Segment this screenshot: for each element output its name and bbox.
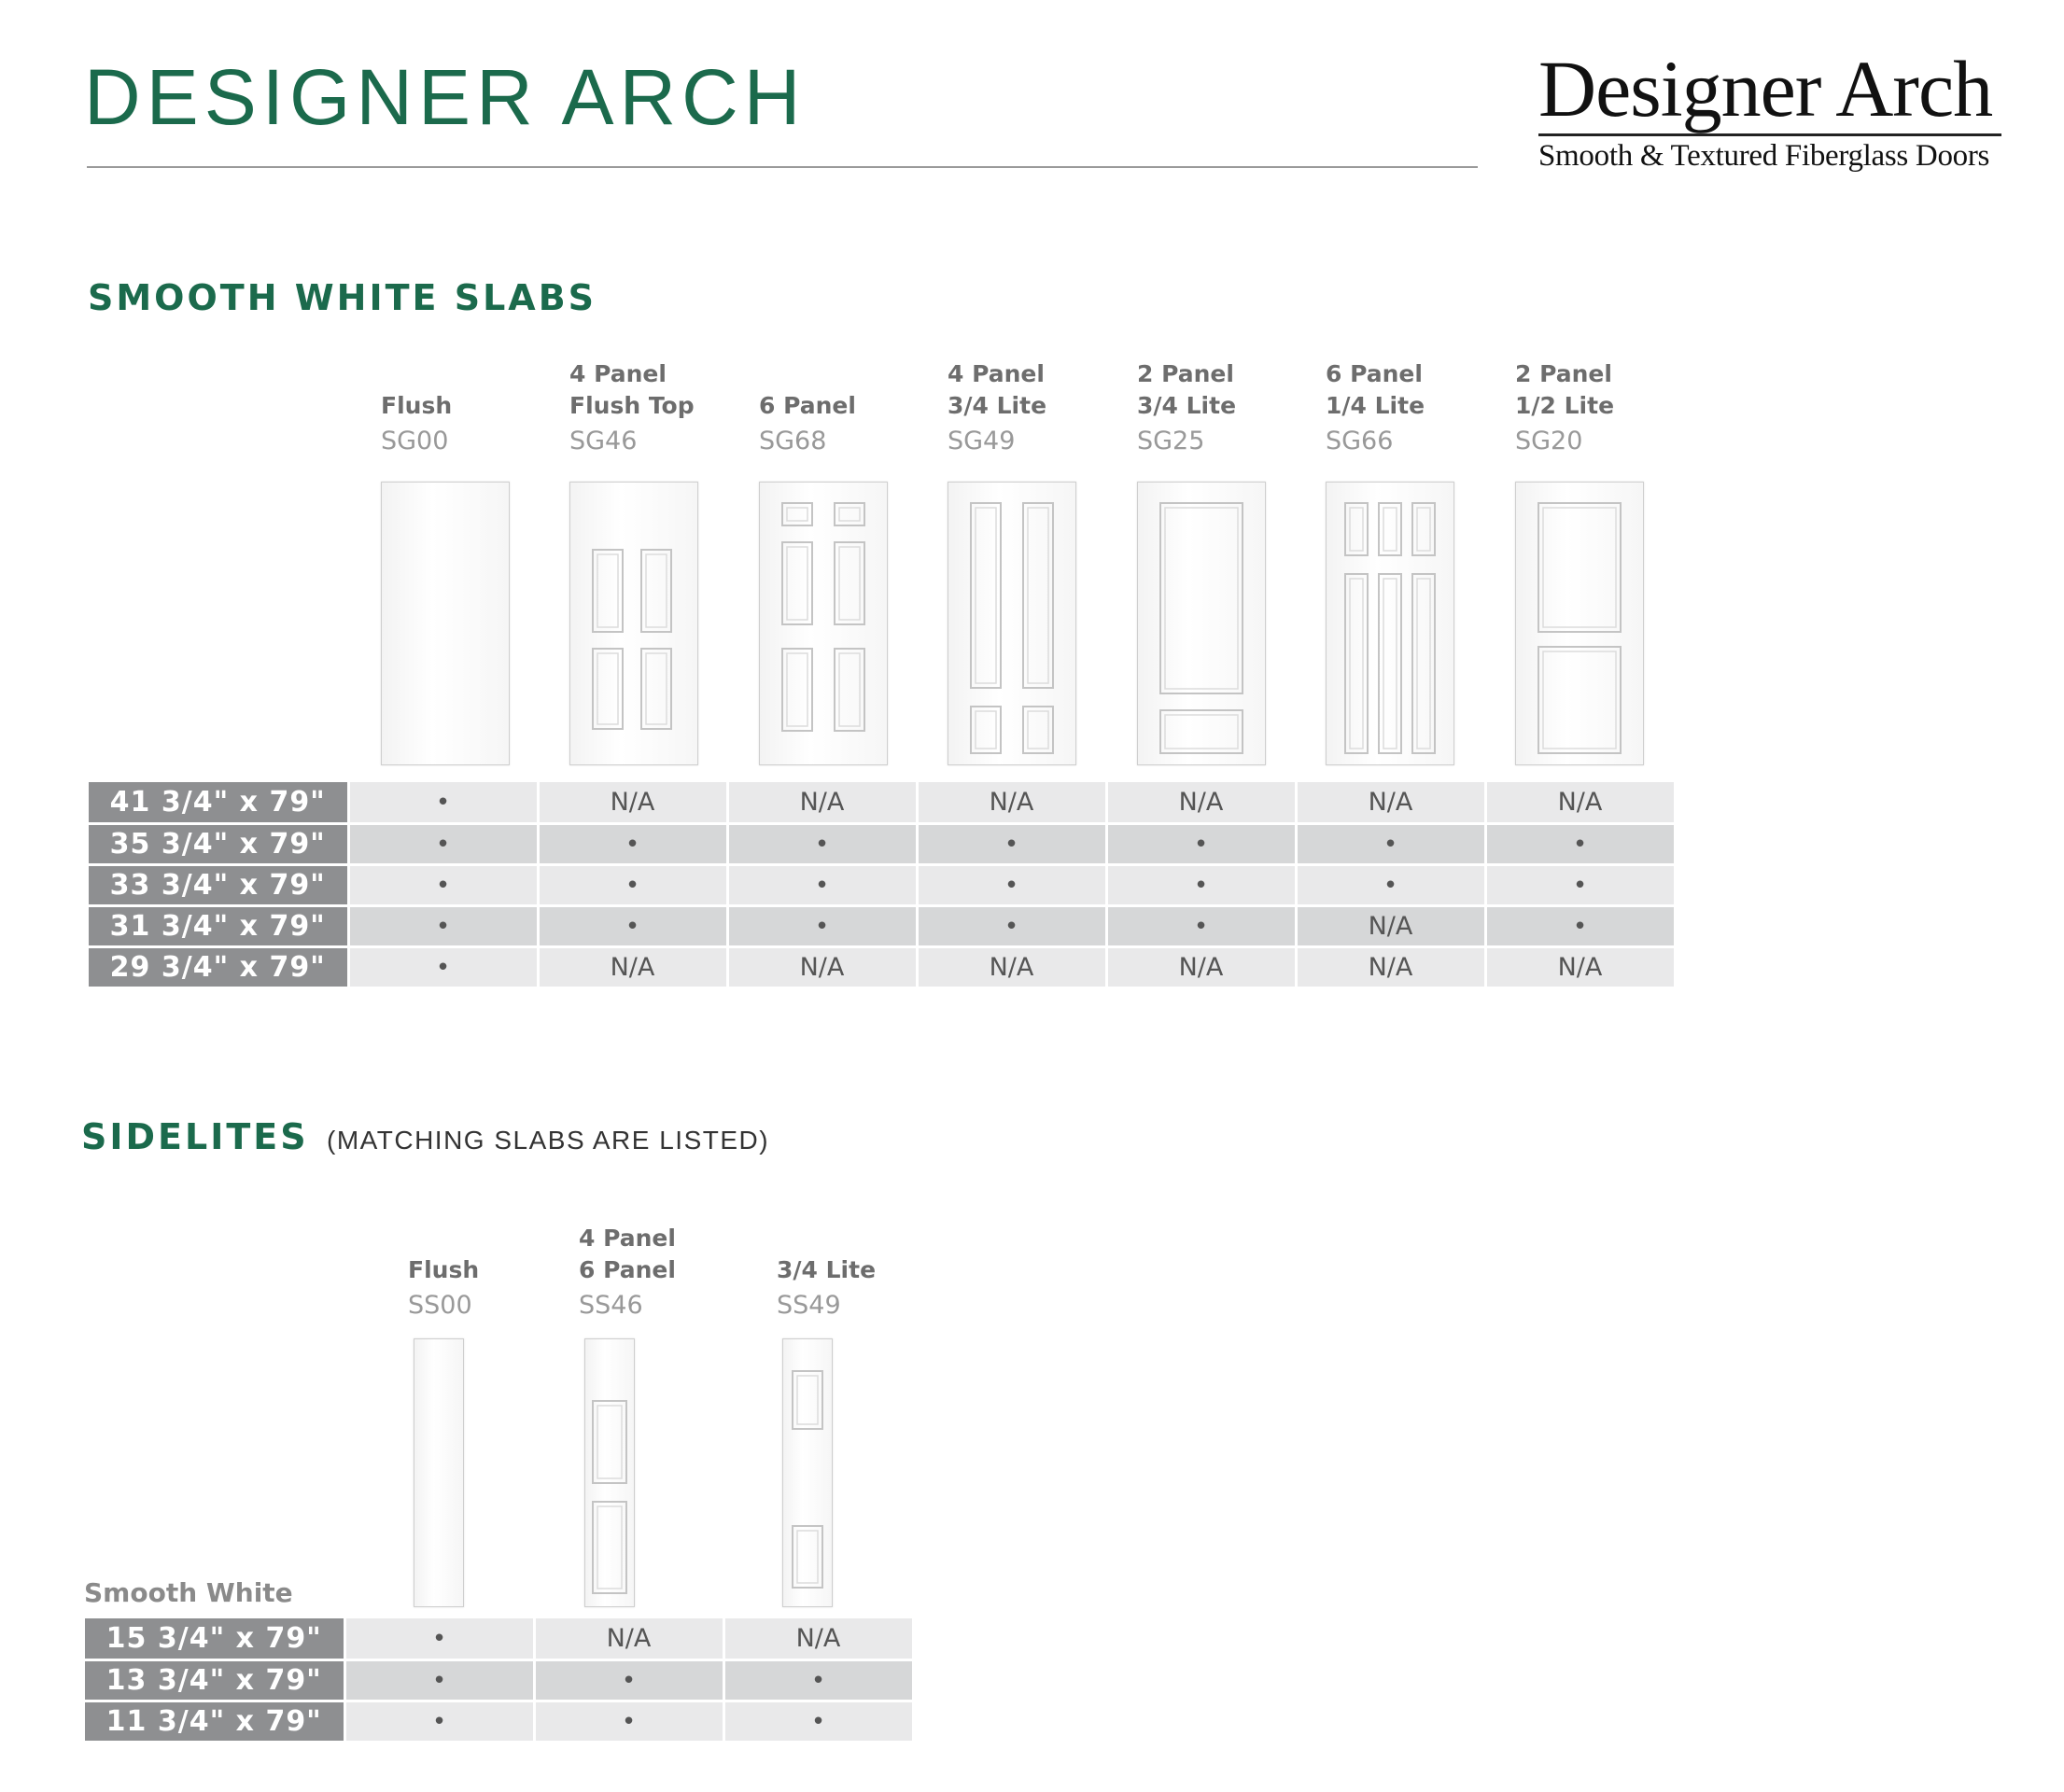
column-label: Flush [381,392,453,419]
availability-value: • [435,871,451,900]
two-panel-sidelite-icon [585,1339,634,1606]
availability-cell [1485,782,1675,823]
availability-cell [1485,823,1675,864]
sidelites-subheading: Smooth White [84,1577,293,1608]
column-code: SG00 [381,427,449,455]
availability-value: N/A [989,952,1034,982]
column-header [1137,358,1314,459]
availability-value: • [431,1624,447,1653]
availability-value: • [621,1707,637,1736]
flush-sidelite-icon [414,1339,463,1606]
column-header [1515,358,1692,459]
table-row [89,864,1675,905]
availability-value: • [625,830,640,859]
size-label: 41 3/4" x 79" [89,782,348,823]
availability-cell [538,782,727,823]
availability-value: N/A [606,1623,652,1653]
column-header [759,358,936,459]
size-label: 13 3/4" x 79" [85,1659,344,1701]
availability-value: • [814,912,830,941]
size-label: 35 3/4" x 79" [89,823,348,864]
availability-value: N/A [799,952,845,982]
availability-cell [348,905,538,946]
availability-cell [538,905,727,946]
two-panel-half-door-icon [1516,483,1643,764]
availability-value: • [810,1707,826,1736]
door-image [1326,482,1454,765]
availability-cell [534,1701,723,1742]
door-image [414,1338,464,1607]
availability-cell [1296,946,1485,987]
availability-cell [1296,782,1485,823]
flush-door-icon [382,483,509,764]
availability-cell [727,946,917,987]
four-panel-door-icon [570,483,697,764]
two-panel-three-quarter-door-icon [1138,483,1265,764]
availability-cell [917,864,1106,905]
availability-value: • [1572,871,1588,900]
availability-cell [917,905,1106,946]
availability-value: N/A [1368,787,1413,817]
slabs-heading: SMOOTH WHITE SLABS [88,277,597,318]
availability-cell [538,946,727,987]
availability-cell [1106,905,1296,946]
door-image [1137,482,1266,765]
four-panel-three-quarter-door-icon [948,483,1075,764]
door-image [569,482,698,765]
availability-value: • [1383,871,1398,900]
size-label: 31 3/4" x 79" [89,905,348,946]
availability-value: N/A [1557,787,1603,817]
availability-cell [723,1701,913,1742]
availability-value: • [435,912,451,941]
availability-value: N/A [989,787,1034,817]
three-quarter-sidelite-icon [783,1339,832,1606]
column-code: SG25 [1137,427,1205,455]
column-header [569,358,747,459]
availability-value: • [621,1666,637,1695]
column-code: SG20 [1515,427,1583,455]
availability-cell [1106,864,1296,905]
availability-cell [1106,782,1296,823]
availability-cell [534,1659,723,1701]
availability-value: • [435,830,451,859]
column-code: SG66 [1326,427,1394,455]
availability-cell [1485,905,1675,946]
availability-value: • [1004,830,1019,859]
availability-cell [344,1701,534,1742]
availability-cell [344,1659,534,1701]
availability-value: • [1572,830,1588,859]
column-label: Flush [408,1256,480,1283]
availability-cell [727,823,917,864]
availability-value: N/A [795,1623,841,1653]
availability-value: • [435,788,451,817]
availability-cell [538,864,727,905]
availability-cell [348,864,538,905]
column-label: 6 Panel [759,392,856,419]
availability-value: • [814,830,830,859]
availability-table [85,1618,915,1743]
availability-cell [917,823,1106,864]
column-code: SS49 [777,1291,841,1320]
availability-cell [1106,946,1296,987]
column-header [408,1223,585,1323]
sidelites-heading: SIDELITES [81,1116,309,1157]
availability-value: • [1383,830,1398,859]
availability-cell [1485,946,1675,987]
availability-cell [1296,864,1485,905]
column-code: SG46 [569,427,638,455]
availability-value: • [1193,830,1209,859]
column-label: 2 Panel 1/2 Lite [1515,360,1615,419]
column-label: 4 Panel 3/4 Lite [948,360,1047,419]
availability-cell [727,905,917,946]
availability-value: • [625,912,640,941]
availability-cell [727,782,917,823]
availability-cell [1106,823,1296,864]
availability-cell [917,782,1106,823]
table-row [89,905,1675,946]
table-row [85,1659,913,1701]
size-label: 29 3/4" x 79" [89,946,348,987]
availability-table [89,782,1677,989]
page-title: DESIGNER ARCH [84,53,807,141]
availability-value: • [625,871,640,900]
table-row [89,946,1675,987]
title-divider [87,166,1478,168]
column-label: 4 Panel 6 Panel [579,1225,676,1283]
logo-name: Designer Arch [1538,44,1993,133]
door-image [782,1338,833,1607]
availability-cell [723,1659,913,1701]
column-code: SG49 [948,427,1016,455]
availability-value: • [810,1666,826,1695]
availability-value: • [435,953,451,982]
door-image [381,482,510,765]
column-label: 3/4 Lite [777,1256,877,1283]
six-panel-door-icon [760,483,887,764]
availability-value: N/A [610,787,655,817]
door-image [948,482,1076,765]
availability-cell [344,1618,534,1659]
availability-value: • [1004,912,1019,941]
column-label: 6 Panel 1/4 Lite [1326,360,1425,419]
table-row [85,1701,913,1742]
brand-logo [1538,44,2005,174]
availability-cell [348,782,538,823]
availability-value: N/A [1178,952,1224,982]
availability-cell [1296,823,1485,864]
column-label: 4 Panel Flush Top [569,360,695,419]
availability-cell [538,823,727,864]
availability-value: • [1004,871,1019,900]
table-row [89,823,1675,864]
availability-value: N/A [1557,952,1603,982]
column-header [948,358,1125,459]
table-row [85,1618,913,1659]
door-image [584,1338,635,1607]
availability-value: N/A [799,787,845,817]
size-label: 15 3/4" x 79" [85,1618,344,1659]
availability-value: • [1193,912,1209,941]
door-image [759,482,888,765]
availability-value: N/A [1178,787,1224,817]
availability-cell [348,946,538,987]
column-header [1326,358,1503,459]
size-label: 11 3/4" x 79" [85,1701,344,1742]
column-label: 2 Panel 3/4 Lite [1137,360,1237,419]
availability-cell [917,946,1106,987]
column-code: SS46 [579,1291,643,1320]
column-code: SG68 [759,427,827,455]
size-label: 33 3/4" x 79" [89,864,348,905]
six-panel-quarter-door-icon [1327,483,1453,764]
availability-value: • [431,1707,447,1736]
logo-divider [1538,133,2001,136]
sidelites-note: (MATCHING SLABS ARE LISTED) [327,1126,770,1155]
door-image [1515,482,1644,765]
availability-value: • [814,871,830,900]
availability-cell [727,864,917,905]
availability-value: N/A [1368,952,1413,982]
availability-cell [1485,864,1675,905]
availability-value: N/A [1368,911,1413,941]
availability-cell [348,823,538,864]
logo-tagline: Smooth & Textured Fiberglass Doors [1538,139,1990,173]
column-header [777,1223,954,1323]
column-code: SS00 [408,1291,472,1320]
table-row [89,782,1675,823]
availability-value: N/A [610,952,655,982]
availability-value: • [431,1666,447,1695]
availability-cell [723,1618,913,1659]
availability-cell [1296,905,1485,946]
column-header [381,358,558,459]
availability-value: • [1572,912,1588,941]
column-header [579,1223,756,1323]
availability-value: • [1193,871,1209,900]
availability-cell [534,1618,723,1659]
